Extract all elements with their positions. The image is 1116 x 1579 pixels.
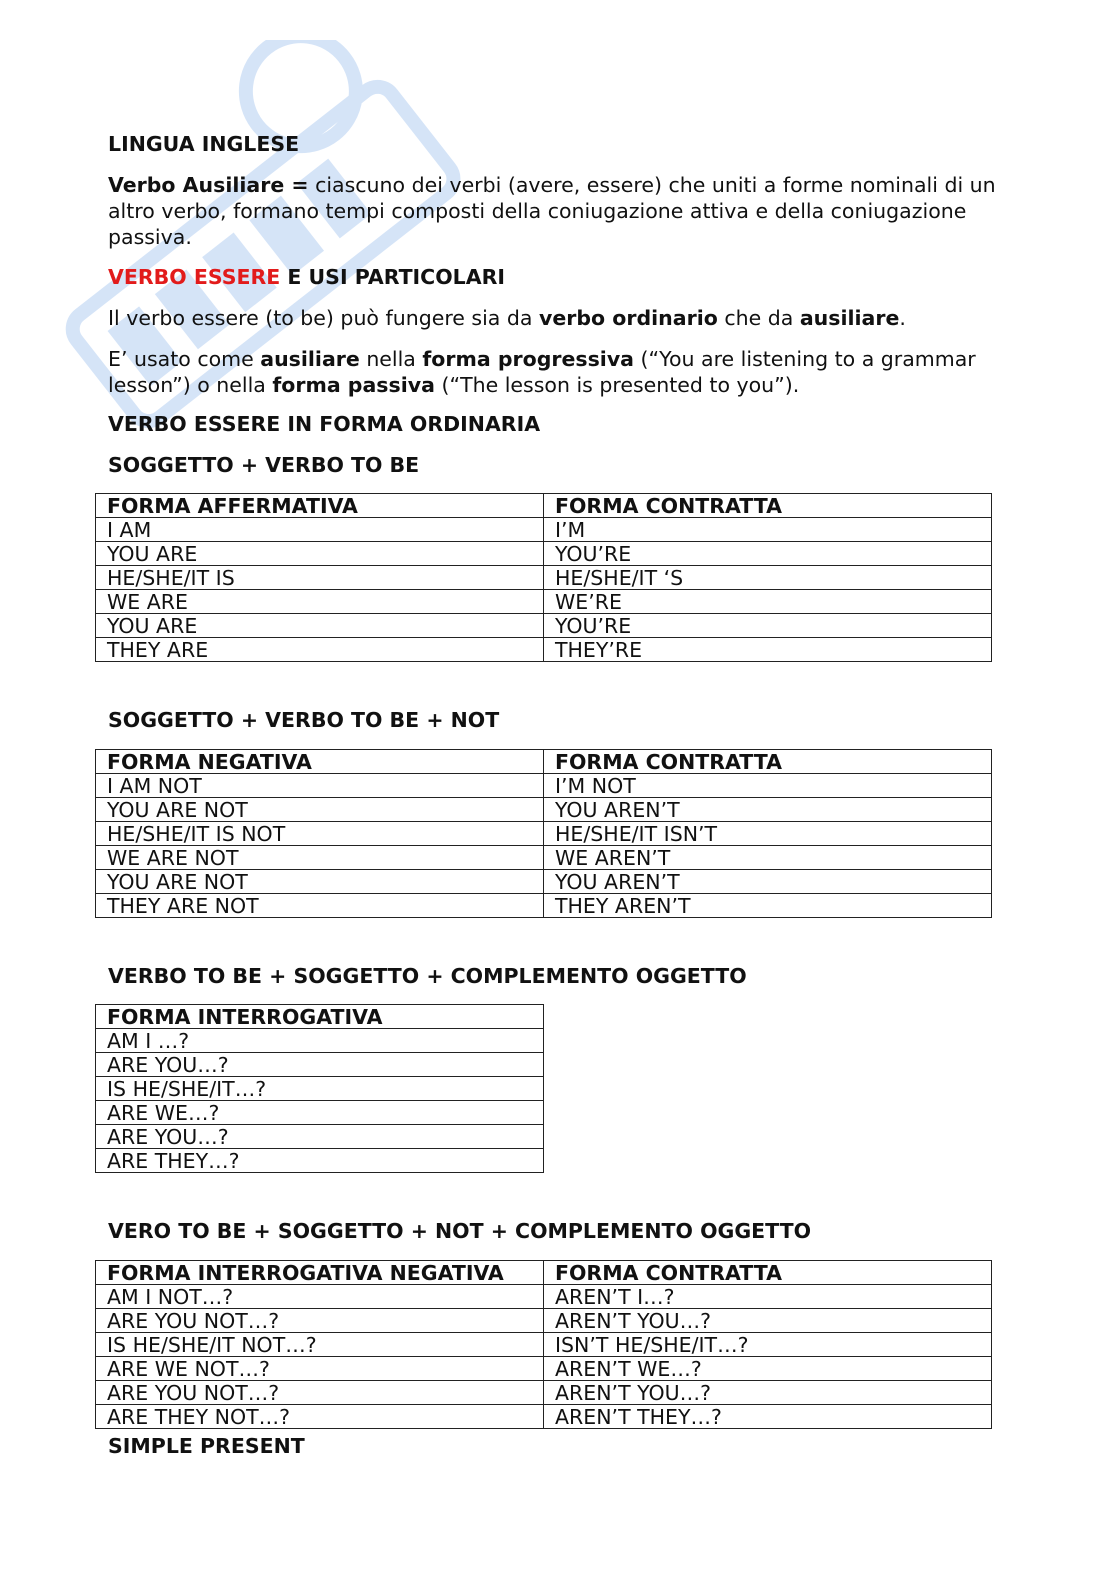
- table-cell: ARE THEY NOT…?: [96, 1405, 544, 1429]
- table-cell: THEY’RE: [544, 638, 992, 662]
- formula-interrogativa-negativa: VERO TO BE + SOGGETTO + NOT + COMPLEMENTO OGGETTO: [108, 1219, 812, 1243]
- table-row: [96, 590, 992, 614]
- table-header-cell: FORMA INTERROGATIVA: [96, 1005, 544, 1029]
- table-cell: AREN’T YOU…?: [544, 1309, 992, 1333]
- table-cell: THEY AREN’T: [544, 894, 992, 918]
- table-cell: IS HE/SHE/IT NOT…?: [96, 1333, 544, 1357]
- table-cell: I’M NOT: [544, 774, 992, 798]
- bold-run: ausiliare: [260, 347, 360, 371]
- text-run: E’ usato come: [108, 347, 261, 371]
- table-row: [96, 1333, 992, 1357]
- definition-paragraph: [108, 172, 1008, 250]
- text-run: Il verbo essere (to be) può fungere sia da: [108, 306, 539, 330]
- formula-interrogativa: VERBO TO BE + SOGGETTO + COMPLEMENTO OGGETTO: [108, 964, 747, 988]
- table-row: [96, 542, 992, 566]
- table-cell: AREN’T I…?: [544, 1285, 992, 1309]
- table-header-cell: FORMA CONTRATTA: [544, 1261, 992, 1285]
- text-run: che da: [717, 306, 800, 330]
- table-row: [96, 1405, 992, 1429]
- table-cell: ARE YOU NOT…?: [96, 1381, 544, 1405]
- heading-forma-ordinaria: VERBO ESSERE IN FORMA ORDINARIA: [108, 412, 541, 436]
- table-cell: WE AREN’T: [544, 846, 992, 870]
- table-row: [96, 822, 992, 846]
- table-row: [96, 566, 992, 590]
- table-row: [96, 1077, 544, 1101]
- table-forma-negativa: [95, 749, 992, 918]
- table-cell: I AM NOT: [96, 774, 544, 798]
- table-header-row: [96, 750, 992, 774]
- bold-run: ausiliare: [799, 306, 900, 330]
- table-cell: ARE WE NOT…?: [96, 1357, 544, 1381]
- table-row: [96, 870, 992, 894]
- table-cell: ARE THEY…?: [96, 1149, 544, 1173]
- table-cell: ARE YOU…?: [96, 1125, 544, 1149]
- table-header-cell: FORMA NEGATIVA: [96, 750, 544, 774]
- table-cell: I AM: [96, 518, 544, 542]
- table-cell: THEY ARE NOT: [96, 894, 544, 918]
- table-cell: YOU’RE: [544, 614, 992, 638]
- text-run: nella: [359, 347, 423, 371]
- section-heading: [108, 264, 1008, 290]
- table-cell: AREN’T THEY…?: [544, 1405, 992, 1429]
- table-forma-interrogativa-negativa: [95, 1260, 992, 1429]
- table-cell: YOU’RE: [544, 542, 992, 566]
- bold-run: verbo ordinario: [538, 306, 718, 330]
- text-run: .: [899, 306, 906, 330]
- table-cell: HE/SHE/IT ‘S: [544, 566, 992, 590]
- definition-term: Verbo Ausiliare =: [108, 173, 309, 197]
- definition-text: ciascuno dei verbi (avere, essere) che uniti a forme nominali di un altro verbo, formano tempi composti della coniugazione attiva e della coniugazione passiva.: [108, 173, 996, 249]
- table-cell: ISN’T HE/SHE/IT…?: [544, 1333, 992, 1357]
- table-header-row: [96, 494, 992, 518]
- section-heading-rest: E USI PARTICOLARI: [280, 265, 505, 289]
- table-row: [96, 894, 992, 918]
- paragraph-to-be: [108, 305, 1008, 331]
- table-cell: YOU AREN’T: [544, 798, 992, 822]
- heading-simple-present: SIMPLE PRESENT: [108, 1434, 305, 1458]
- table-cell: AM I NOT…?: [96, 1285, 544, 1309]
- table-cell: ARE YOU NOT…?: [96, 1309, 544, 1333]
- table-row: [96, 798, 992, 822]
- table-forma-affermativa: [95, 493, 992, 662]
- table-cell: HE/SHE/IT ISN’T: [544, 822, 992, 846]
- section-heading-red: VERBO ESSERE: [108, 265, 281, 289]
- text-run: (“You are listening to a grammar lesson”) o nella: [108, 347, 976, 397]
- table-row: [96, 1357, 992, 1381]
- table-header-cell: FORMA INTERROGATIVA NEGATIVA: [96, 1261, 544, 1285]
- table-forma-interrogativa: [95, 1004, 544, 1173]
- table-cell: ARE WE…?: [96, 1101, 544, 1125]
- table-cell: HE/SHE/IT IS NOT: [96, 822, 544, 846]
- table-cell: YOU AREN’T: [544, 870, 992, 894]
- table-row: [96, 1285, 992, 1309]
- table-cell: AREN’T WE…?: [544, 1357, 992, 1381]
- formula-negativa: SOGGETTO + VERBO TO BE + NOT: [108, 708, 500, 732]
- table-header-cell: FORMA CONTRATTA: [544, 750, 992, 774]
- table-header-cell: FORMA CONTRATTA: [544, 494, 992, 518]
- table-cell: WE ARE: [96, 590, 544, 614]
- table-row: [96, 614, 992, 638]
- table-cell: YOU ARE NOT: [96, 870, 544, 894]
- formula-affermativa: SOGGETTO + VERBO TO BE: [108, 453, 420, 477]
- table-header-row: [96, 1261, 992, 1285]
- table-cell: YOU ARE: [96, 614, 544, 638]
- table-row: [96, 846, 992, 870]
- table-cell: THEY ARE: [96, 638, 544, 662]
- table-row: [96, 518, 992, 542]
- paragraph-ausiliare: [108, 346, 1008, 398]
- table-row: [96, 1149, 544, 1173]
- table-cell: AREN’T YOU…?: [544, 1381, 992, 1405]
- table-cell: HE/SHE/IT IS: [96, 566, 544, 590]
- table-cell: YOU ARE NOT: [96, 798, 544, 822]
- table-row: [96, 1309, 992, 1333]
- table-header-cell: FORMA AFFERMATIVA: [96, 494, 544, 518]
- table-row: [96, 638, 992, 662]
- table-row: [96, 1101, 544, 1125]
- table-row: [96, 1381, 992, 1405]
- table-row: [96, 1029, 544, 1053]
- table-cell: AM I …?: [96, 1029, 544, 1053]
- document-title: LINGUA INGLESE: [108, 132, 300, 156]
- table-cell: ARE YOU…?: [96, 1053, 544, 1077]
- bold-run: forma passiva: [272, 373, 435, 397]
- table-cell: WE ARE NOT: [96, 846, 544, 870]
- table-cell: YOU ARE: [96, 542, 544, 566]
- table-row: [96, 1125, 544, 1149]
- table-cell: IS HE/SHE/IT…?: [96, 1077, 544, 1101]
- table-header-row: [96, 1005, 544, 1029]
- table-row: [96, 1053, 544, 1077]
- text-run: (“The lesson is presented to you”).: [434, 373, 800, 397]
- table-row: [96, 774, 992, 798]
- table-cell: I’M: [544, 518, 992, 542]
- table-cell: WE’RE: [544, 590, 992, 614]
- bold-run: forma progressiva: [422, 347, 635, 371]
